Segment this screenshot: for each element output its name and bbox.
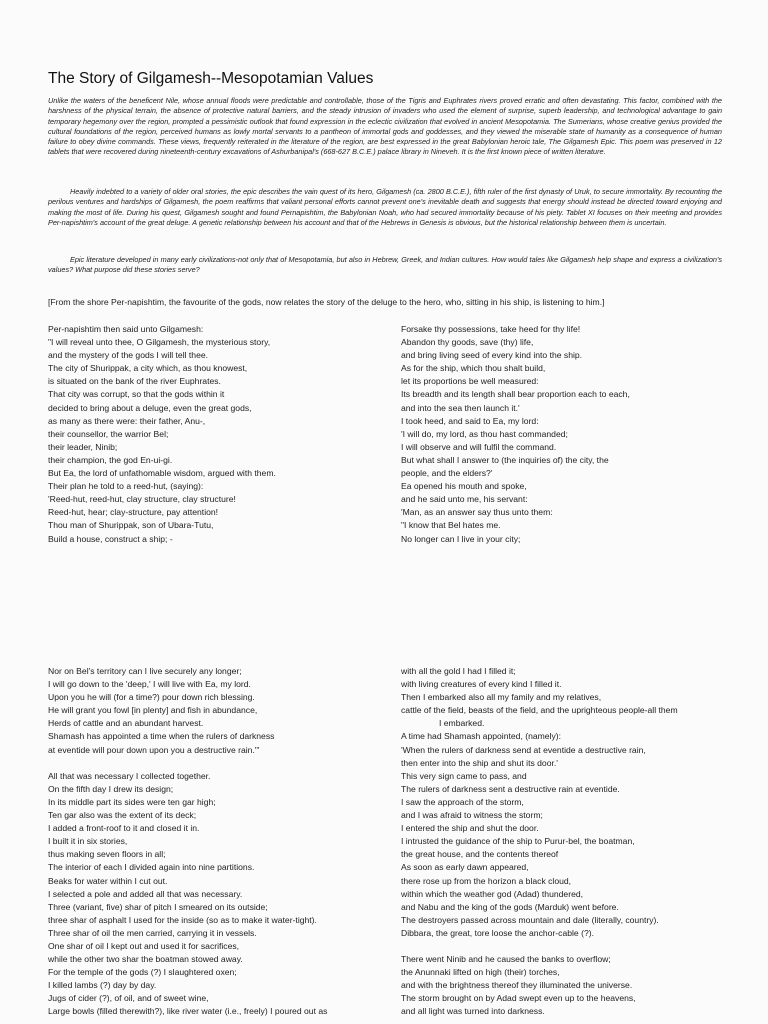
poem-line: there rose up from the horizon a black cloud,	[401, 875, 572, 886]
poem-line: For the temple of the gods (?) I slaughtered oxen;	[48, 967, 237, 978]
poem-line: There went Ninib and he caused the banks to overflow;	[401, 954, 611, 965]
intro-paragraph: Epic literature developed in many early civilizations-not only that of Mesopotamia, but also in Hebrew, Greek, and Indian cultures. How would tales like Gilgamesh help shape and express a civilization's values? What purpose did these stories serve?	[48, 255, 722, 275]
poem-line: Thou man of Shurippak, son of Ubara-Tutu,	[48, 520, 214, 531]
poem-line: Build a house, construct a ship; -	[48, 533, 173, 544]
poem-line: Three (variant, five) shar of pitch I smeared on its outside;	[48, 901, 268, 912]
poem-line: "I know that Bel hates me.	[401, 520, 501, 531]
poem-line: I built it in six stories,	[48, 836, 128, 847]
poem-line: at eventide will pour down upon you a destructive rain."'	[48, 744, 260, 755]
poem-line: and Nabu and the king of the gods (Marduk) went before.	[401, 901, 619, 912]
poem-line: the great house, and the contents thereof	[401, 849, 559, 860]
poem-line: I selected a pole and added all that was necessary.	[48, 888, 243, 899]
poem-line: But Ea, the lord of unfathomable wisdom, argued with them.	[48, 468, 276, 479]
poem-line: Shamash has appointed a time when the rulers of darkness	[48, 731, 275, 742]
poem-line: I embarked.	[439, 718, 485, 729]
poem-line: decided to bring about a deluge, even the great gods,	[48, 402, 252, 413]
poem-line: The interior of each I divided again into nine partitions.	[48, 862, 255, 873]
poem-line: Then I embarked also all my family and my relatives,	[401, 692, 602, 703]
poem-line: Abandon thy goods, save (thy) life,	[401, 337, 534, 348]
poem-line: I entered the ship and shut the door.	[401, 823, 539, 834]
poem-line: their champion, the god En-ui-gi.	[48, 454, 173, 465]
poem-line: with all the gold I had I filled it;	[401, 666, 516, 676]
poem-line: with living creatures of every kind I filled it.	[401, 679, 562, 690]
poem-line: But what shall I answer to (the inquiries of) the city, the	[401, 454, 609, 465]
poem-line: Three shar of oil the men carried, carrying it in vessels.	[48, 927, 257, 938]
poem-line: people, and the elders?'	[401, 468, 493, 479]
poem-line: their leader, Ninib;	[48, 441, 118, 452]
poem-line: 'I will do, my lord, as thou hast commanded;	[401, 428, 568, 439]
poem-line: 'Man, as an answer say thus unto them:	[401, 507, 553, 518]
poem-line: 'Reed-hut, reed-hut, clay structure, clay structure!	[48, 494, 236, 505]
poem-line: Reed-hut, hear; clay-structure, pay attention!	[48, 507, 219, 518]
poem-line: I saw the approach of the storm,	[401, 796, 524, 807]
poem-line: the Anunnaki lifted on high (their) torches,	[401, 967, 560, 978]
poem-line: let its proportions be well measured:	[401, 376, 539, 387]
poem-line: I killed lambs (?) day by day.	[48, 980, 157, 991]
poem-line: No longer can I live in your city;	[401, 533, 521, 544]
poem-line: A time had Shamash appointed, (namely):	[401, 731, 562, 742]
poem-line: He will grant you fowl [in plenty] and fish in abundance,	[48, 705, 258, 716]
poem-line: three shar of asphalt I used for the inside (so as to make it water-tight).	[48, 914, 317, 925]
poem-line: Beaks for water within I cut out.	[48, 875, 168, 886]
poem-line: Its breadth and its length shall bear proportion each to each,	[401, 389, 630, 400]
poem-line: As soon as early dawn appeared,	[401, 862, 529, 873]
poem-column-top-left	[48, 323, 378, 546]
poem-line: "I will reveal unto thee, O Gilgamesh, the mysterious story,	[48, 337, 271, 348]
poem-line: I will observe and will fulfil the command.	[401, 441, 557, 452]
poem-line: Dibbara, the great, tore loose the anchor-cable (?).	[401, 927, 594, 938]
poem-line: On the fifth day I drew its design;	[48, 783, 174, 794]
poem-line: is situated on the bank of the river Euphrates.	[48, 376, 221, 387]
poem-line: I added a front-roof to it and closed it in.	[48, 823, 200, 834]
poem-line: I intrusted the guidance of the ship to Purur-bel, the boatman,	[401, 836, 635, 847]
poem-column-bottom-left	[48, 665, 378, 1019]
document-title: The Story of Gilgamesh--Mesopotamian Values	[48, 70, 374, 87]
poem-line: The city of Shurippak, a city which, as thou knowest,	[48, 363, 248, 374]
poem-line: Large bowls (filled therewith?), like river water (i.e., freely) I poured out as	[48, 1006, 328, 1017]
poem-line: and all light was turned into darkness.	[401, 1006, 545, 1017]
poem-line: Their plan he told to a reed-hut, (saying):	[48, 481, 204, 492]
poem-column-bottom-right	[401, 665, 731, 1019]
poem-line: All that was necessary I collected together.	[48, 770, 211, 781]
poem-line: and the mystery of the gods I will tell thee.	[48, 350, 209, 361]
poem-line: In its middle part its sides were ten gar high;	[48, 796, 216, 807]
poem-line	[401, 940, 731, 953]
poem-line: I took heed, and said to Ea, my lord:	[401, 415, 539, 426]
poem-line: then enter into the ship and shut its door.'	[401, 757, 558, 768]
poem-line: within which the weather god (Adad) thundered,	[401, 888, 584, 899]
poem-line: Jugs of cider (?), of oil, and of sweet wine,	[48, 993, 209, 1004]
poem-line: as many as there were: their father, Anu-,	[48, 415, 206, 426]
poem-line: Ea opened his mouth and spoke,	[401, 481, 527, 492]
poem-line: and into the sea then launch it.'	[401, 402, 520, 413]
poem-line: and bring living seed of every kind into the ship.	[401, 350, 583, 361]
poem-line: The destroyers passed across mountain and dale (literally, country).	[401, 914, 659, 925]
poem-line: and I was afraid to witness the storm;	[401, 810, 543, 821]
poem-line	[48, 757, 378, 770]
poem-line: That city was corrupt, so that the gods within it	[48, 389, 225, 400]
poem-line: This very sign came to pass, and	[401, 770, 527, 781]
poem-line: The storm brought on by Adad swept even up to the heavens,	[401, 993, 636, 1004]
poem-line: Nor on Bel's territory can I live securely any longer;	[48, 666, 242, 676]
poem-column-top-right	[401, 323, 731, 546]
poem-line: while the other two shar the boatman stowed away.	[48, 954, 243, 965]
bracketed-note: [From the shore Per-napishtim, the favourite of the gods, now relates the story of the deluge to the hero, who, sitting in his ship, is listening to him.]	[48, 297, 605, 307]
poem-line: I will go down to the 'deep,' I will live with Ea, my lord.	[48, 679, 251, 690]
poem-line: Ten gar also was the extent of its deck;	[48, 810, 197, 821]
intro-paragraph: Heavily indebted to a variety of older oral stories, the epic describes the vain quest of its hero, Gilgamesh (ca. 2800 B.C.E.), fifth ruler of the first dynasty of Uruk, to secure immortality. By recounting the perilous ventures and hardships of Gilgamesh, the poem reaffirms that valiant personal efforts cannot prevent one's inevitable death and suggests that energy should instead be directed toward enjoying and making the most of life. During his quest, Gilgamesh sought and found Pernapishtim, the Babylonian Noah, who had secured immortality because of his piety. Tablet XI focuses on their meeting and provides Per-napishtim's account of the great deluge. A genetic relationship between his account and that of the Hebrews in Genesis is obvious, but the historical relationship between them is uncertain.	[48, 187, 722, 227]
poem-line: their counsellor, the warrior Bel;	[48, 428, 169, 439]
poem-line: thus making seven floors in all;	[48, 849, 166, 860]
poem-line: and he said unto me, his servant:	[401, 494, 528, 505]
poem-line: Per-napishtim then said unto Gilgamesh:	[48, 324, 204, 334]
poem-line: One shar of oil I kept out and used it for sacrifices,	[48, 940, 240, 951]
poem-line: and with the brightness thereof they illuminated the universe.	[401, 980, 633, 991]
intro-paragraph: Unlike the waters of the beneficent Nile, whose annual floods were predictable and controllable, those of the Tigris and Euphrates rivers proved erratic and often devastating. This factor, combined with the harshness of the physical terrain, the absence of protective natural barriers, and the steady intrusion of invaders who used the element of surprise, superb leadership, and technological advantage to gain temporary hegemony over the region, prompted a pessimistic outlook that found expression in the eclectic civilization that evolved in ancient Mesopotamia. The Sumerians, whose creative genius provided the cultural foundations of the region, perceived humans as lowly mortal servants to a pantheon of immortal gods and goddesses, and they viewed the miserable state of humanity as a consequence of human failure to obey divine commands. These views, frequently reiterated in the literature of the region, are best expressed in the great Babylonian heroic tale, The Gilgamesh Epic. This poem was preserved in 12 tablets that were recovered during nineteenth-century excavations of Ashurbanipal's (668-627 B.C.E.) palace library in Nineveh. It is the first known piece of written literature.	[48, 96, 722, 157]
poem-line: 'When the rulers of darkness send at eventide a destructive rain,	[401, 744, 646, 755]
poem-line: cattle of the field, beasts of the field, and the uprighteous people-all them	[401, 705, 678, 716]
poem-line: As for the ship, which thou shalt build,	[401, 363, 546, 374]
poem-line: Forsake thy possessions, take heed for thy life!	[401, 324, 581, 334]
poem-line: Upon you he will (for a time?) pour down rich blessing.	[48, 692, 255, 703]
poem-line: The rulers of darkness sent a destructive rain at eventide.	[401, 783, 620, 794]
poem-line: Herds of cattle and an abundant harvest.	[48, 718, 204, 729]
